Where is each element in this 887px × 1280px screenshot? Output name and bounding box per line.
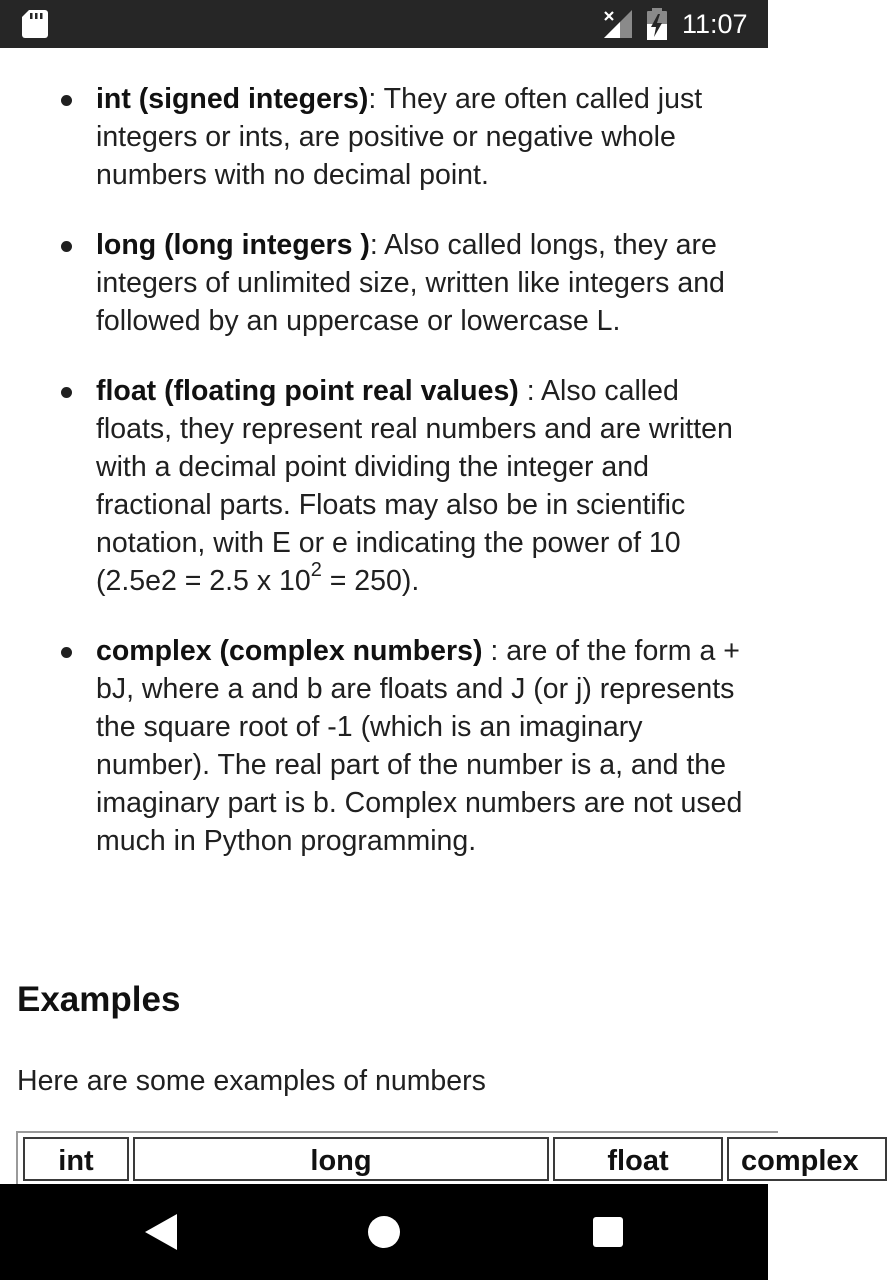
status-bar bbox=[0, 0, 768, 48]
clock: 11:07 bbox=[682, 9, 748, 39]
description: : They are often called just integers or ints, are positive or negative whole numbers with no decimal point. bbox=[96, 83, 703, 191]
bullet-icon bbox=[61, 387, 72, 398]
home-icon[interactable] bbox=[368, 1216, 400, 1248]
superscript: 2 bbox=[310, 558, 322, 581]
description: : Also called longs, they are integers of unlimited size, written like integers and followed by an uppercase or lowercase L. bbox=[96, 229, 725, 337]
table-header-float: float bbox=[553, 1137, 723, 1181]
page-content bbox=[0, 48, 859, 1184]
list-item-long bbox=[0, 226, 768, 340]
recent-apps-icon[interactable] bbox=[593, 1217, 623, 1247]
number-types-list bbox=[0, 80, 768, 892]
term: int (signed integers) bbox=[96, 83, 369, 115]
description-end: = 250). bbox=[321, 565, 420, 597]
bullet-icon bbox=[61, 647, 72, 658]
list-item-int bbox=[0, 80, 768, 194]
table-header-long: long bbox=[133, 1137, 549, 1181]
list-item-complex bbox=[0, 632, 768, 860]
battery-charging-icon bbox=[645, 8, 669, 40]
description: : are of the form a + bJ, where a and b are floats and J (or j) represents the square root of -1 (which is an imaginary number). The real part of the number is a, and the imaginary part is b. Complex numbers are not used much in Python programming. bbox=[96, 635, 743, 857]
term: float (floating point real values) bbox=[96, 375, 519, 407]
bullet-icon bbox=[61, 241, 72, 252]
list-item-float bbox=[0, 372, 768, 600]
term: complex (complex numbers) bbox=[96, 635, 483, 667]
no-signal-icon bbox=[602, 10, 632, 38]
table-header-complex: complex bbox=[727, 1137, 887, 1181]
section-intro: Here are some examples of numbers bbox=[17, 1065, 486, 1097]
description: : Also called floats, they represent real numbers and are written with a decimal point dividing the integer and fractional parts. Floats may also be in scientific notation, with E or e indicating the power of 10 (2.5e2 = 2.5 x 10 bbox=[96, 375, 733, 597]
section-heading: Examples bbox=[17, 980, 181, 1019]
bullet-icon bbox=[61, 95, 72, 106]
navigation-bar bbox=[0, 1184, 768, 1280]
sd-card-icon bbox=[22, 10, 48, 38]
table-header-int: int bbox=[23, 1137, 129, 1181]
back-icon[interactable] bbox=[145, 1214, 177, 1250]
term: long (long integers ) bbox=[96, 229, 370, 261]
